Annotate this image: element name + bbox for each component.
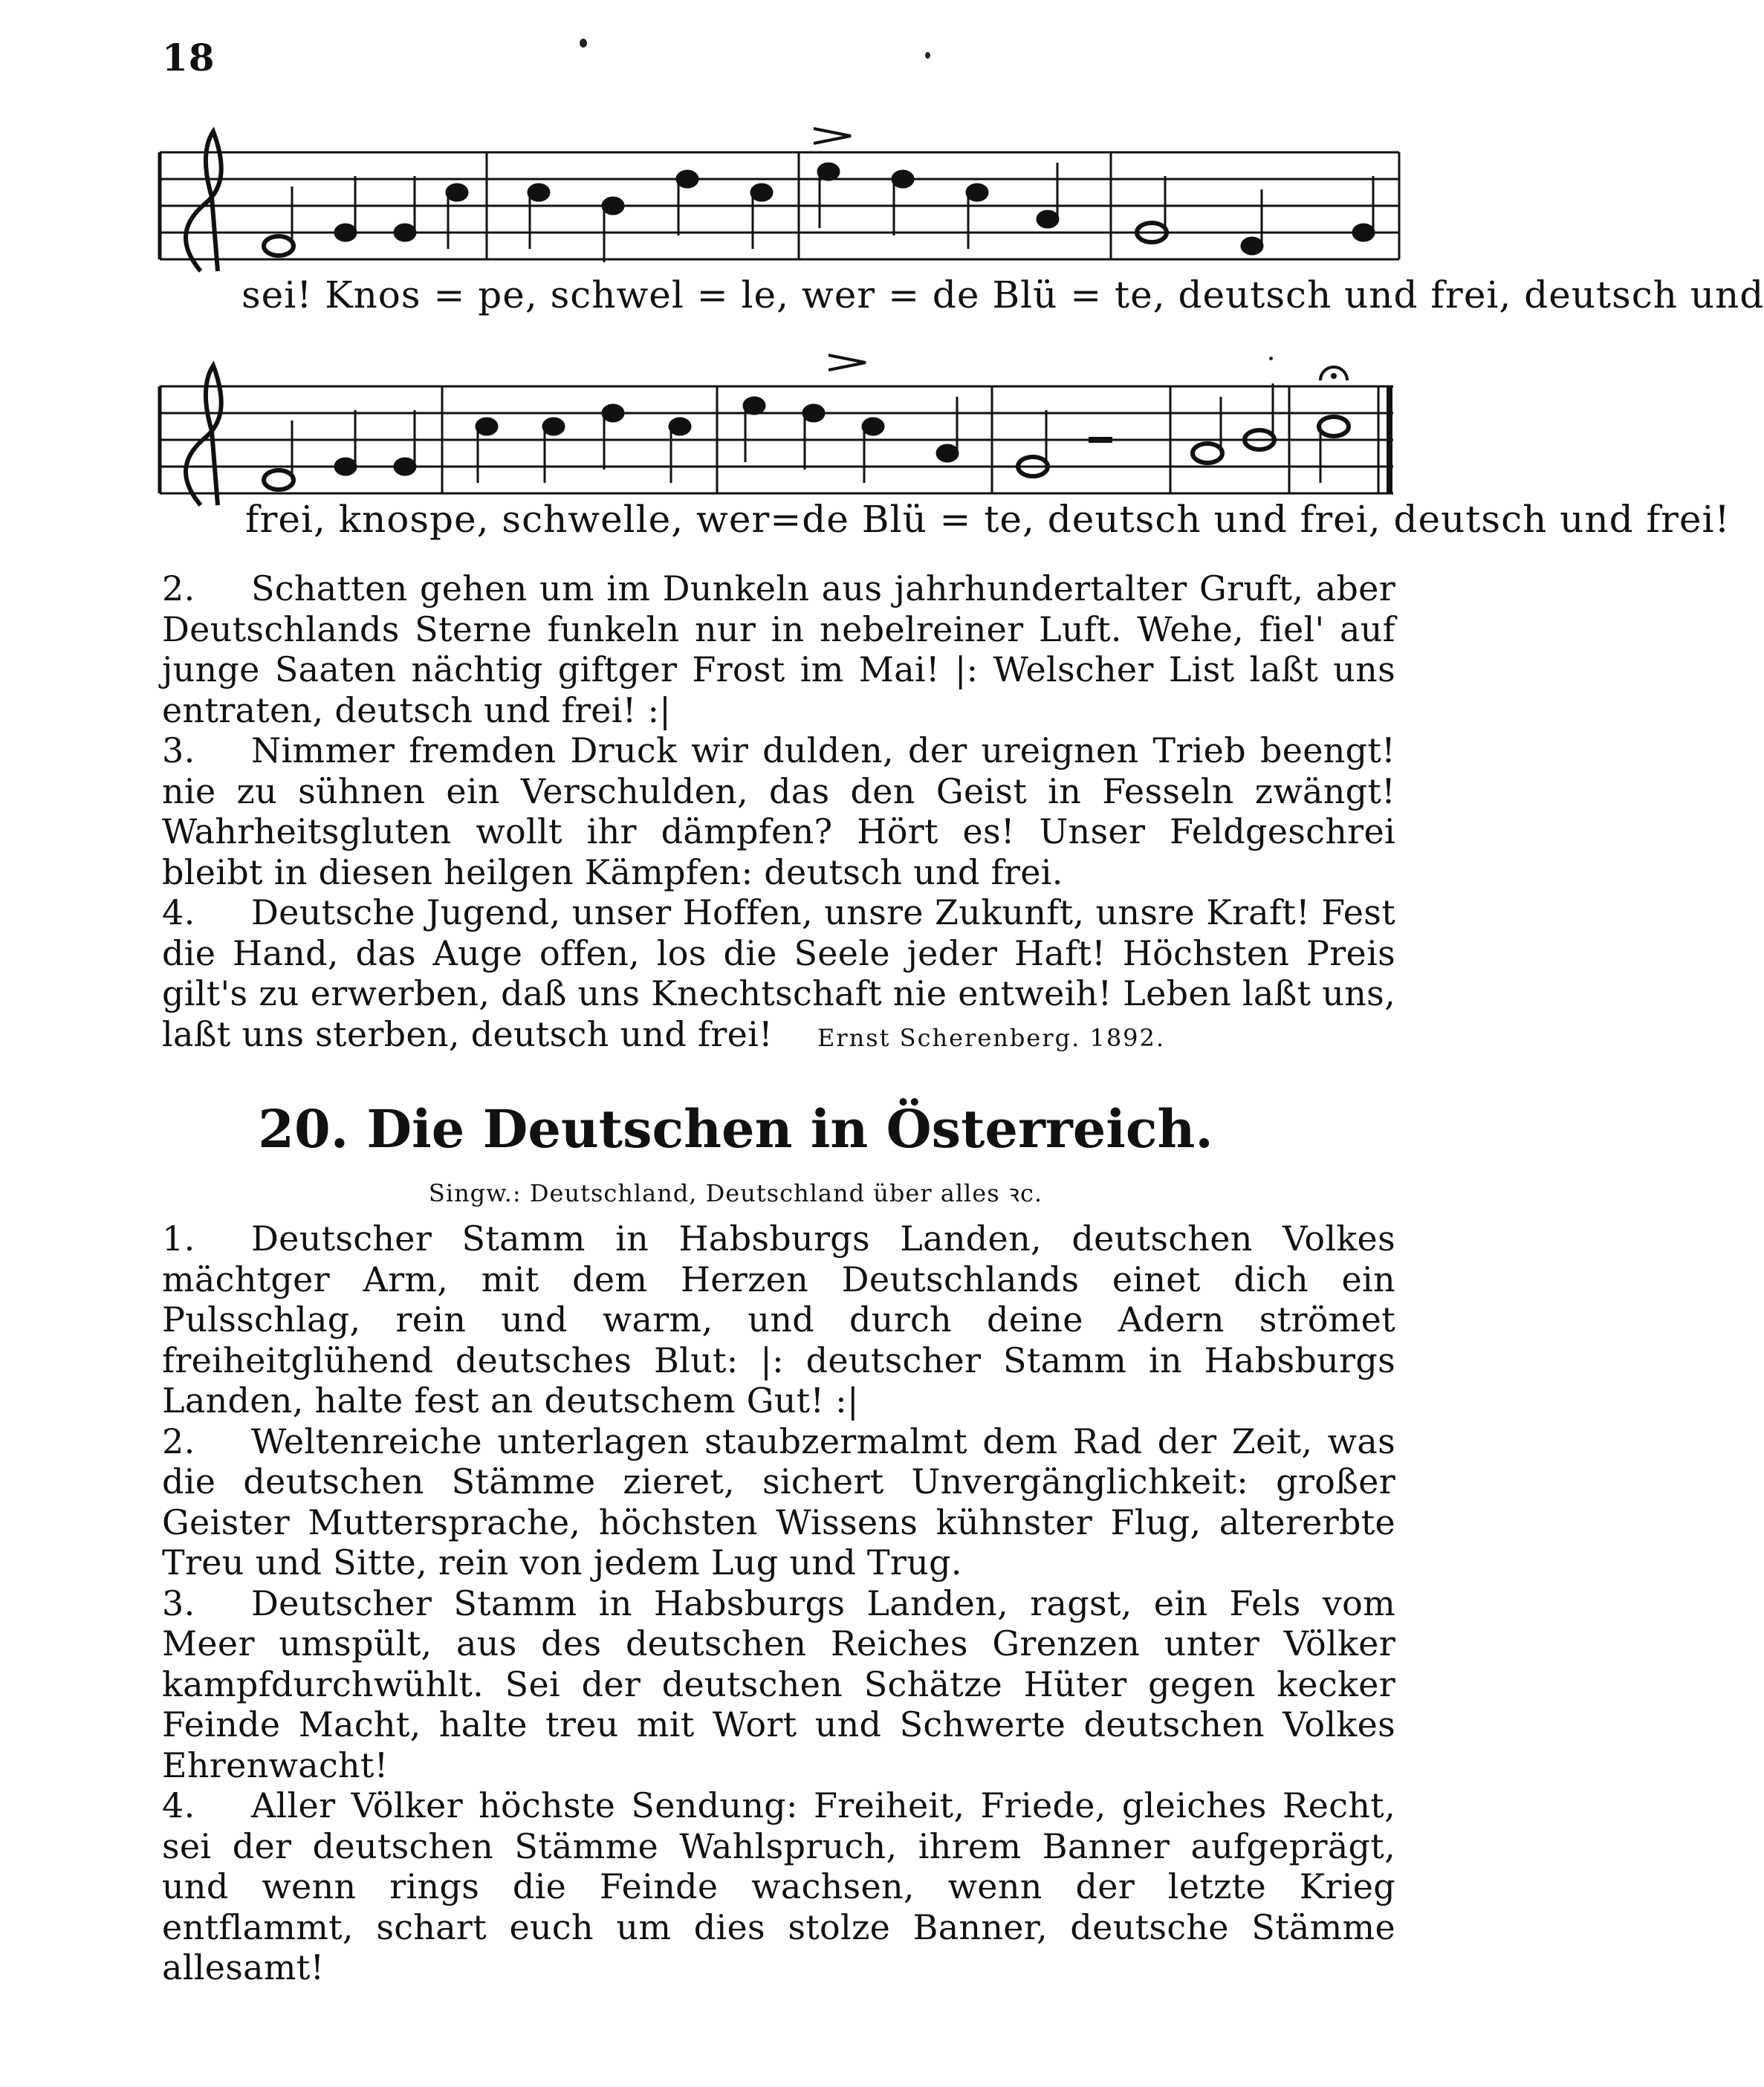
page-number: 18 xyxy=(162,36,215,79)
lyrics-line-1: sei! Knos = pe, schwel = le, wer = de Blü = te, deutsch und frei, deutsch und xyxy=(241,273,1764,317)
music-staff-2 xyxy=(160,349,1408,505)
stanza-2 xyxy=(162,1421,1395,1583)
stanza-text: Aller Völker höchste Sendung: Freiheit, Friede, gleiches Recht, sei der deutschen Stämme Wahlspruch, ihrem Banner aufgeprägt, und wenn rings die Feinde wachsen, wenn der letzte Krieg entflammt, schart euch um dies stolze Banner, deutsche Stämme allesamt! xyxy=(162,1785,1395,1987)
stanza-3 xyxy=(162,730,1395,892)
stanza-number: 4. xyxy=(162,892,195,932)
stanza-1 xyxy=(162,1218,1395,1421)
stanza-number: 2. xyxy=(162,1421,195,1461)
author-attribution: Ernst Scherenberg. 1892. xyxy=(817,1023,1166,1052)
stanza-4 xyxy=(162,892,1395,1058)
stanza-text: Schatten gehen um im Dunkeln aus jahrhundertalter Gruft, aber Deutschlands Sterne funkeln nur in nebelreiner Luft. Wehe, fiel' auf junge Saaten nächtig giftger Frost im Mai! |: Welscher List laßt uns entraten, deutsch und frei! :| xyxy=(162,568,1395,730)
song-19-stanzas xyxy=(162,568,1395,1058)
song-title: 20. Die Deutschen in Österreich. xyxy=(258,1098,1213,1160)
stanza-2 xyxy=(162,568,1395,730)
stanza-4 xyxy=(162,1785,1395,1988)
song-20-stanzas xyxy=(162,1218,1395,1988)
stanza-text: Deutscher Stamm in Habsburgs Landen, deutschen Volkes mächtger Arm, mit dem Herzen Deutschlands einet dich ein Pulsschlag, rein und warm, und durch deine Adern strömet freiheitglühend deutsches Blut: |: deutscher Stamm in Habsburgs Landen, halte fest an deutschem Gut! :| xyxy=(162,1218,1395,1421)
stanza-number: 3. xyxy=(162,730,195,770)
stanza-number: 4. xyxy=(162,1785,195,1825)
scan-speck xyxy=(580,39,587,48)
melody-note: Singw.: Deutschland, Deutschland über alles ꝛc. xyxy=(428,1179,1043,1207)
stanza-text: Deutsche Jugend, unser Hoffen, unsre Zukunft, unsre Kraft! Fest die Hand, das Auge offen, los die Seele jeder Haft! Höchsten Preis gilt's zu erwerben, daß uns Knechtschaft nie entweih! Leben laßt uns, laßt uns sterben, deutsch und frei! xyxy=(162,892,1395,1054)
stanza-text: Weltenreiche unterlagen staubzermalmt dem Rad der Zeit, was die deutschen Stämme zieret, sichert Unvergänglichkeit: großer Geister Muttersprache, höchsten Wissens kühnster Flug, altererbte Treu und Sitte, rein von jedem Lug und Trug. xyxy=(162,1421,1395,1583)
lyrics-line-2: frei, knospe, schwelle, wer=de Blü = te, deutsch und frei, deutsch und frei! xyxy=(245,498,1731,541)
stanza-text: Nimmer fremden Druck wir dulden, der ureignen Trieb beengt! nie zu sühnen ein Verschulden, das den Geist in Fesseln zwängt! Wahrheitsgluten wollt ihr dämpfen? Hört es! Unser Feldgeschrei bleibt in diesen heilgen Kämpfen: deutsch und frei. xyxy=(162,730,1395,892)
scan-speck xyxy=(925,52,930,59)
stanza-number: 1. xyxy=(162,1218,195,1259)
music-staff-1 xyxy=(160,123,1408,271)
stanza-number: 3. xyxy=(162,1583,195,1623)
stanza-3 xyxy=(162,1583,1395,1786)
stanza-number: 2. xyxy=(162,568,195,608)
stanza-text: Deutscher Stamm in Habsburgs Landen, ragst, ein Fels vom Meer umspült, aus des deutschen Reiches Grenzen unter Völker kampfdurchwühlt. Sei der deutschen Schätze Hüter gegen kecker Feinde Macht, halte treu mit Wort und Schwerte deutschen Volkes Ehrenwacht! xyxy=(162,1583,1395,1785)
